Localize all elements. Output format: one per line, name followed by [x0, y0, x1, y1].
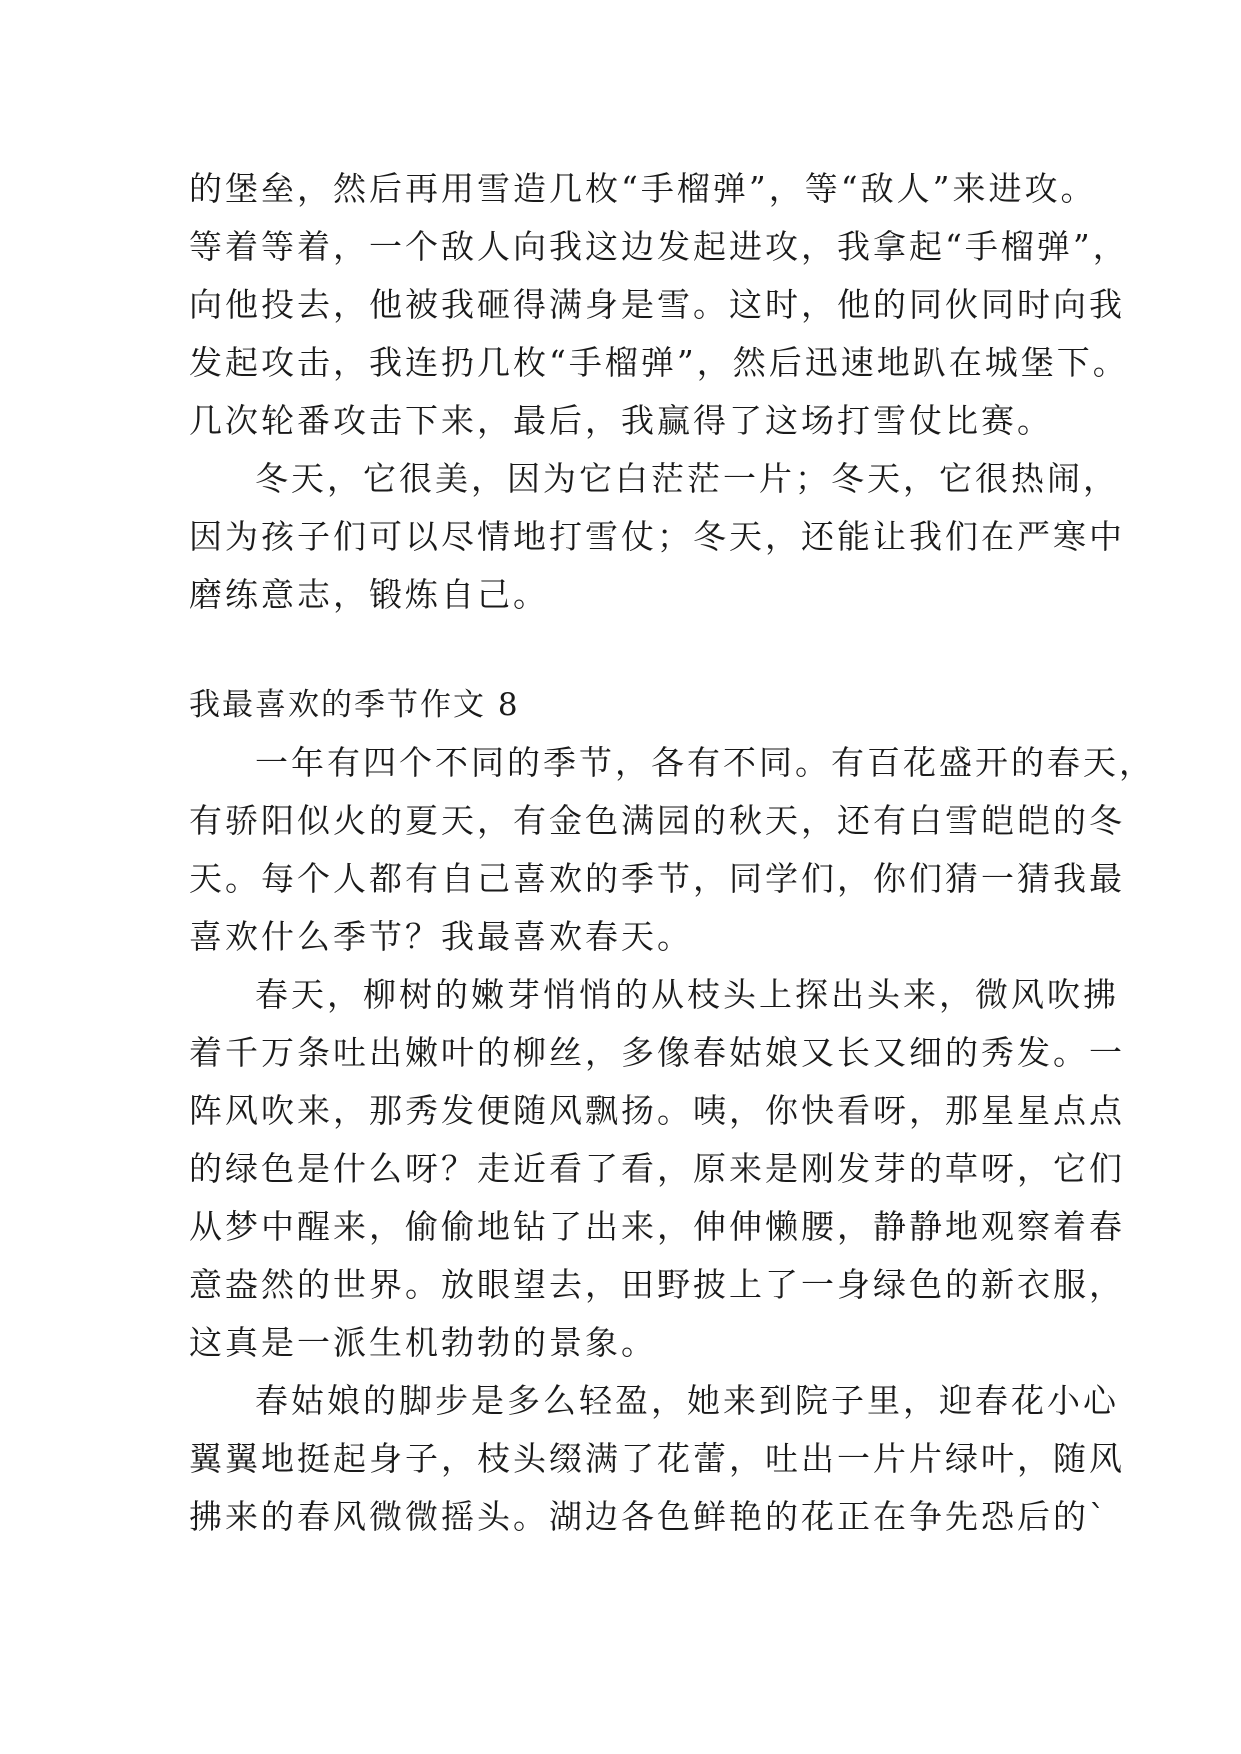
- paragraph-line: 意盎然的世界。放眼望去，田野披上了一身绿色的新衣服，: [189, 1265, 1125, 1304]
- paragraph-line: 有骄阳似火的夏天，有金色满园的秋天，还有白雪皑皑的冬: [189, 801, 1125, 840]
- paragraph-line: 的绿色是什么呀？走近看了看，原来是刚发芽的草呀，它们: [189, 1149, 1125, 1188]
- essay-title: 我最喜欢的季节作文 8: [189, 687, 520, 723]
- paragraph-line: 春姑娘的脚步是多么轻盈，她来到院子里，迎春花小心: [255, 1381, 1119, 1420]
- paragraph-line: 等着等着，一个敌人向我这边发起进攻，我拿起“手榴弹”，: [189, 227, 1129, 266]
- conclusion-paragraph: [189, 450, 1125, 624]
- previous-essay-section: [189, 160, 1129, 624]
- paragraph-line: 拂来的春风微微摇头。湖边各色鲜艳的花正在争先恐后的`: [189, 1497, 1109, 1536]
- paragraph-line: 着千万条吐出嫩叶的柳丝，多像春姑娘又长又细的秀发。一: [189, 1033, 1125, 1072]
- paragraph-line: 冬天，它很美，因为它白茫茫一片；冬天，它很热闹，: [255, 459, 1119, 498]
- paragraph-line: 的堡垒，然后再用雪造几枚“手榴弹”，等“敌人”来进攻。: [189, 169, 1097, 208]
- paragraph-line: 喜欢什么季节？我最喜欢春天。: [189, 917, 693, 956]
- continuation-paragraph: [189, 160, 1129, 450]
- essay-paragraph-3: [189, 1372, 1125, 1546]
- paragraph-line: 天。每个人都有自己喜欢的季节，同学们，你们猜一猜我最: [189, 859, 1125, 898]
- paragraph-line: 几次轮番攻击下来，最后，我赢得了这场打雪仗比赛。: [189, 401, 1053, 440]
- paragraph-line: 这真是一派生机勃勃的景象。: [189, 1323, 657, 1362]
- paragraph-line: 因为孩子们可以尽情地打雪仗；冬天，还能让我们在严寒中: [189, 517, 1125, 556]
- paragraph-line: 发起攻击，我连扔几枚“手榴弹”，然后迅速地趴在城堡下。: [189, 343, 1129, 382]
- paragraph-line: 春天，柳树的嫩芽悄悄的从枝头上探出头来，微风吹拂: [255, 975, 1119, 1014]
- paragraph-line: 翼翼地挺起身子，枝头缀满了花蕾，吐出一片片绿叶，随风: [189, 1439, 1125, 1478]
- paragraph-line: 向他投去，他被我砸得满身是雪。这时，他的同伙同时向我: [189, 285, 1125, 324]
- essay-paragraph-1: [189, 734, 1155, 966]
- paragraph-line: 阵风吹来，那秀发便随风飘扬。咦，你快看呀，那星星点点: [189, 1091, 1125, 1130]
- paragraph-line: 一年有四个不同的季节，各有不同。有百花盛开的春天，: [255, 743, 1155, 782]
- essay-section: [189, 676, 1155, 1546]
- paragraph-line: 磨练意志，锻炼自己。: [189, 575, 549, 614]
- essay-paragraph-2: [189, 966, 1125, 1372]
- paragraph-line: 从梦中醒来，偷偷地钻了出来，伸伸懒腰，静静地观察着春: [189, 1207, 1125, 1246]
